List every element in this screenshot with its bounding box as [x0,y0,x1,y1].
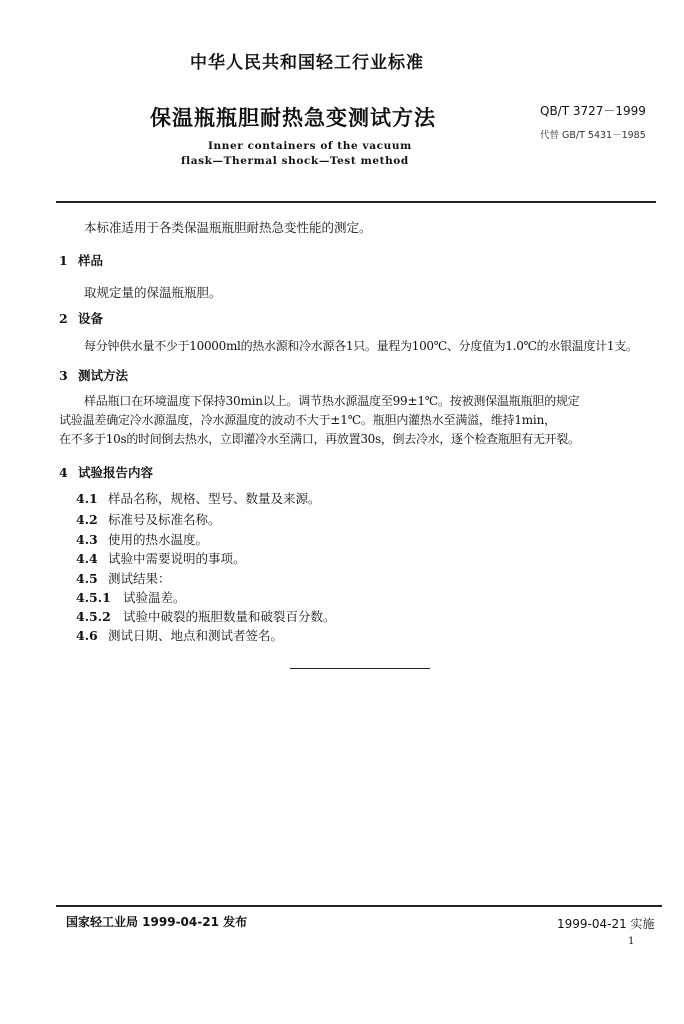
section-3-number: 3 [59,368,68,383]
item-4-5-1-number: 4.5.1 [76,590,111,605]
footer-divider [56,905,662,907]
section-1-text: 取规定量的保温瓶瓶胆。 [84,285,222,300]
section-2-number: 2 [59,311,68,326]
item-4-2-text: 标准号及标准名称。 [108,512,221,527]
item-4-5-1-text: 试验温差。 [123,590,186,605]
issuer-line: 国家轻工业局 1999-04-21 发布 [66,915,248,929]
section-1-heading: 样品 [78,253,104,268]
item-4-6-text: 测试日期、地点和测试者签名。 [108,628,284,643]
section-3-line-1: 样品瓶口在环境温度下保持30min以上。调节热水源温度至99±1℃。按被测保温瓶瓶胆的规定 [84,394,580,408]
end-rule [290,668,430,669]
english-title-line-2: flask—Thermal shock—Test method [181,155,409,167]
section-2-heading: 设备 [78,311,104,326]
item-4-5-text: 测试结果： [108,571,171,586]
section-3-line-3: 在不多于10s的时间倒去热水，立即灌冷水至满口，再放置30s，倒去冷水，逐个检查瓶胆有无开裂。 [59,432,580,446]
item-4-6-number: 4.6 [76,628,98,643]
scope-paragraph: 本标准适用于各类保温瓶瓶胆耐热急变性能的测定。 [84,220,372,235]
section-1-number: 1 [59,253,68,268]
org-title: 中华人民共和国轻工行业标准 [190,53,424,73]
standard-number: QB/T 3727－1999 [540,104,646,118]
item-4-3-number: 4.3 [76,532,98,547]
replaces-standard: 代替 GB/T 5431－1985 [540,130,646,141]
item-4-2-number: 4.2 [76,512,98,527]
section-3-heading: 测试方法 [78,368,129,383]
effective-date: 1999-04-21 实施 [557,917,655,931]
section-4-number: 4 [59,465,68,480]
item-4-1-text: 样品名称，规格、型号、数量及来源。 [108,491,321,506]
item-4-5-number: 4.5 [76,571,98,586]
item-4-1-number: 4.1 [76,491,98,506]
item-4-4-number: 4.4 [76,551,98,566]
section-4-heading: 试验报告内容 [78,465,154,480]
item-4-5-2-number: 4.5.2 [76,609,111,624]
page-number: 1 [628,936,635,947]
item-4-3-text: 使用的热水温度。 [108,532,209,547]
section-3-line-2: 试验温差确定冷水源温度，冷水源温度的波动不大于±1℃。瓶胆内灌热水至满溢，维持1min， [59,413,556,427]
english-title-line-1: Inner containers of the vacuum [208,140,412,152]
item-4-4-text: 试验中需要说明的事项。 [108,551,246,566]
item-4-5-2-text: 试验中破裂的瓶胆数量和破裂百分数。 [123,609,336,624]
header-divider [56,201,656,203]
document-title: 保温瓶瓶胆耐热急变测试方法 [150,106,436,130]
section-2-text: 每分钟供水量不少于10000ml的热水源和冷水源各1只。量程为100℃、分度值为1.0℃的水银温度计1支。 [84,339,638,353]
